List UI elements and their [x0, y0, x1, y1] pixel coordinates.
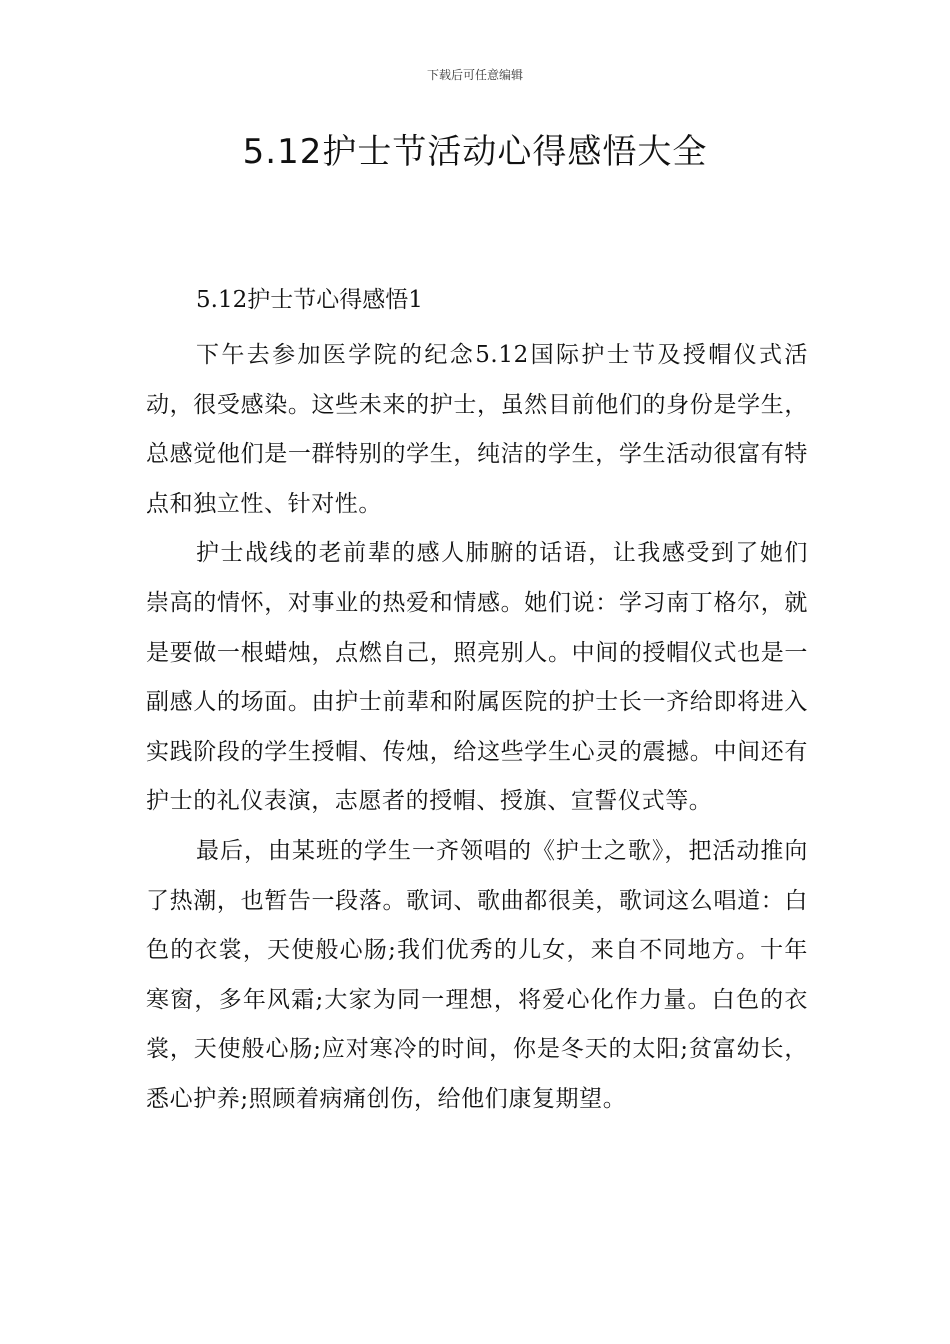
document-body	[146, 282, 808, 1125]
header-note: 下载后可任意编辑	[426, 68, 523, 82]
paragraph-2: 护士战线的老前辈的感人肺腑的话语，让我感受到了她们崇高的情怀，对事业的热爱和情感。她们说：学习南丁格尔，就是要做一根蜡烛，点燃自己，照亮别人。中间的授帽仪式也是一副感人的场面。由护士前辈和附属医院的护士长一齐给即将进入实践阶段的学生授帽、传烛，给这些学生心灵的震撼。中间还有护士的礼仪表演，志愿者的授帽、授旗、宣誓仪式等。	[146, 540, 808, 815]
document-title: 5.12护士节活动心得感悟大全	[242, 132, 708, 172]
paragraph-3: 最后，由某班的学生一齐领唱的《护士之歌》，把活动推向了热潮，也暂告一段落。歌词、歌曲都很美，歌词这么唱道：白色的衣裳，天使般心肠;我们优秀的儿女，来自不同地方。十年寒窗，多年风霜;大家为同一理想，将爱心化作力量。白色的衣裳，天使般心肠;应对寒冷的时间，你是冬天的太阳;贫富幼长，悉心护养;照顾着病痛创伤，给他们康复期望。	[146, 837, 808, 1112]
section-heading: 5.12护士节心得感悟1	[196, 287, 423, 313]
paragraph-1: 下午去参加医学院的纪念5.12国际护士节及授帽仪式活动，很受感染。这些未来的护士，虽然目前他们的身份是学生，总感觉他们是一群特别的学生，纯洁的学生，学生活动很富有特点和独立性、针对性。	[146, 342, 808, 517]
